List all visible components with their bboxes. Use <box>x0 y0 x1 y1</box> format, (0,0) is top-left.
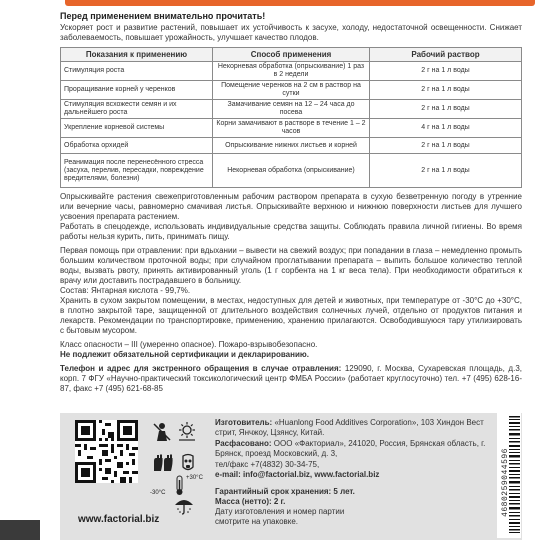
protective-gloves-icon <box>152 453 174 473</box>
warning-heading: Перед применением внимательно прочитать! <box>60 11 266 21</box>
cell-method: Замачивание семян на 12 – 24 часа до посева <box>213 100 370 119</box>
cell-solution: 2 г на 1 л воды <box>370 81 522 100</box>
header-solution: Рабочий раствор <box>370 48 522 62</box>
protect-from-sun-icon <box>178 422 196 442</box>
temp-high-label: +30°C <box>186 475 203 481</box>
cell-method: Некорневая обработка (опрыскивание) <box>213 154 370 188</box>
cell-solution: 2 г на 1 л воды <box>370 154 522 188</box>
safety-text: Работать в спецодежде, использовать индивидуальные средства защиты. Соблюдать правила личной гигиены. Во время работы нельзя курить, пить, принимать пищу. <box>60 222 522 241</box>
cell-method: Корни замачивают в растворе в течение 1 – 2 часов <box>213 119 370 138</box>
first-aid-text: Первая помощь при отравлении: при вдыхании – вывести на свежий воздух; при попадании в глаза – немедленно промыть большим количеством проточной воды; при случайном проглатывании препарата – выпить большое количество теплой воды, вызвать рвоту, принять активированный уголь (1 г сорбента на 1 кг веса тела). При необходимости обратиться к врачу или доставить пострадавшего в больницу. <box>60 246 522 285</box>
protective-mask-icon <box>180 453 196 473</box>
manufacturer-value: «Huanlong Food Additives Corporation», 103 Хиндон Вест стрит, Янчжоу, Цзянсу, Китай. <box>215 418 484 437</box>
cell-indication: Обработка орхидей <box>61 138 213 154</box>
barcode-digits: 4680259044596 <box>501 448 510 517</box>
shelf-life: Гарантийный срок хранения: 5 лет. <box>215 487 355 496</box>
cell-solution: 2 г на 1 л воды <box>370 138 522 154</box>
poison-info-text <box>60 364 522 394</box>
storage-text: Хранить в сухом закрытом помещении, в местах, недоступных для детей и животных, при температуре от -30°С до +30°С, в плотно закрытой таре, защищенной от длительного воздействия солнечных лучей, отдельно от продуктов питания и лекарств. Рекомендации по транспортировке, применению, хранению прилагаются. Освободившуюся тару утилизировать с бытовым мусором. <box>60 296 522 335</box>
cell-method: Опрыскивание нижних листьев и корней <box>213 138 370 154</box>
manufacturer-label: Изготовитель: <box>215 418 273 427</box>
cell-solution: 2 г на 1 л воды <box>370 100 522 119</box>
cell-indication: Стимуляция всхожести семян и их дальнейшего роста <box>61 100 213 119</box>
corner-shadow <box>0 520 40 540</box>
packer-value: ООО «Факториал», 241020, Россия, Брянская область, г. Брянск, проезд Московский, д. 3, <box>215 439 486 458</box>
cell-indication: Стимуляция роста <box>61 62 213 81</box>
cell-method: Помещение черенков на 2 см в раствор на сутки <box>213 81 370 100</box>
poison-info-label: Телефон и адрес для экстренного обращения в случае отравления: <box>60 364 342 373</box>
spray-instructions: Опрыскивайте растения свежеприготовленным рабочим раствором препарата в сухую безветренную погоду в утренние или вечерние часы, равномерно смачивая листья. Опрыскивайте верхнюю и нижнюю поверхности листьев для лучшего усвоения препарата растением. <box>60 192 522 221</box>
header-method: Способ применения <box>213 48 370 62</box>
intro-text: Ускоряет рост и развитие растений, повышает их устойчивость к засухе, холоду, недостаточной освещенности. Снижает заболеваемость, повышает урожайность, улучшает качество плодов. <box>60 23 522 42</box>
application-table <box>60 47 522 188</box>
qr-code <box>75 420 138 483</box>
cell-solution: 4 г на 1 л воды <box>370 119 522 138</box>
table-row <box>61 119 522 138</box>
cell-indication: Реанимация после перенесённого стресса (засуха, перелив, пересадки, повреждение вредителями, болезни) <box>61 154 213 188</box>
site-url-bottom: www.factorial.biz <box>78 514 160 525</box>
table-row <box>61 154 522 188</box>
table-row <box>61 62 522 81</box>
cell-method: Некорневая обработка (опрыскивание) 1 раз в 2 недели <box>213 62 370 81</box>
certification-text: Не подлежит обязательной сертификации и декларированию. <box>60 350 309 359</box>
table-row <box>61 100 522 119</box>
hazard-class-text: Класс опасности – III (умеренно опасное). Пожаро-взрывобезопасно. <box>60 340 318 349</box>
header-indication: Показания к применению <box>61 48 213 62</box>
cell-solution: 2 г на 1 л воды <box>370 62 522 81</box>
cell-indication: Проращивание корней у черенков <box>61 81 213 100</box>
keep-away-from-children-icon <box>153 422 171 442</box>
email-website: e-mail: info@factorial.biz, www.factorial.biz <box>215 470 380 479</box>
manufacture-date-note: Дату изготовления и номер партии смотрите на упаковке. <box>215 507 345 526</box>
phone-fax: тел/факс +7(4832) 30-34-75, <box>215 460 320 469</box>
cell-indication: Укрепление корневой системы <box>61 119 213 138</box>
packer-label: Расфасовано: <box>215 439 272 448</box>
table-row <box>61 81 522 100</box>
table-row <box>61 138 522 154</box>
poison-info-value: 129090, г. Москва, Сухаревская площадь, д.3, корп. 7 ФГУ «Научно-практический токсикологический центр ФМБА России» (работает круглосуточно) тел. +7 (495) 628-16-87, факс +7 (495) 621-68-85 <box>60 364 522 393</box>
instructions-body <box>60 6 522 394</box>
keep-dry-umbrella-icon <box>174 497 194 515</box>
net-mass: Масса (нетто): 2 г. <box>215 497 286 506</box>
temp-low-label: -30°C <box>150 490 166 496</box>
composition-text: Состав: Янтарная кислота - 99,7%. <box>60 286 191 295</box>
packer-text <box>215 439 493 459</box>
manufacturer-text <box>215 418 493 438</box>
